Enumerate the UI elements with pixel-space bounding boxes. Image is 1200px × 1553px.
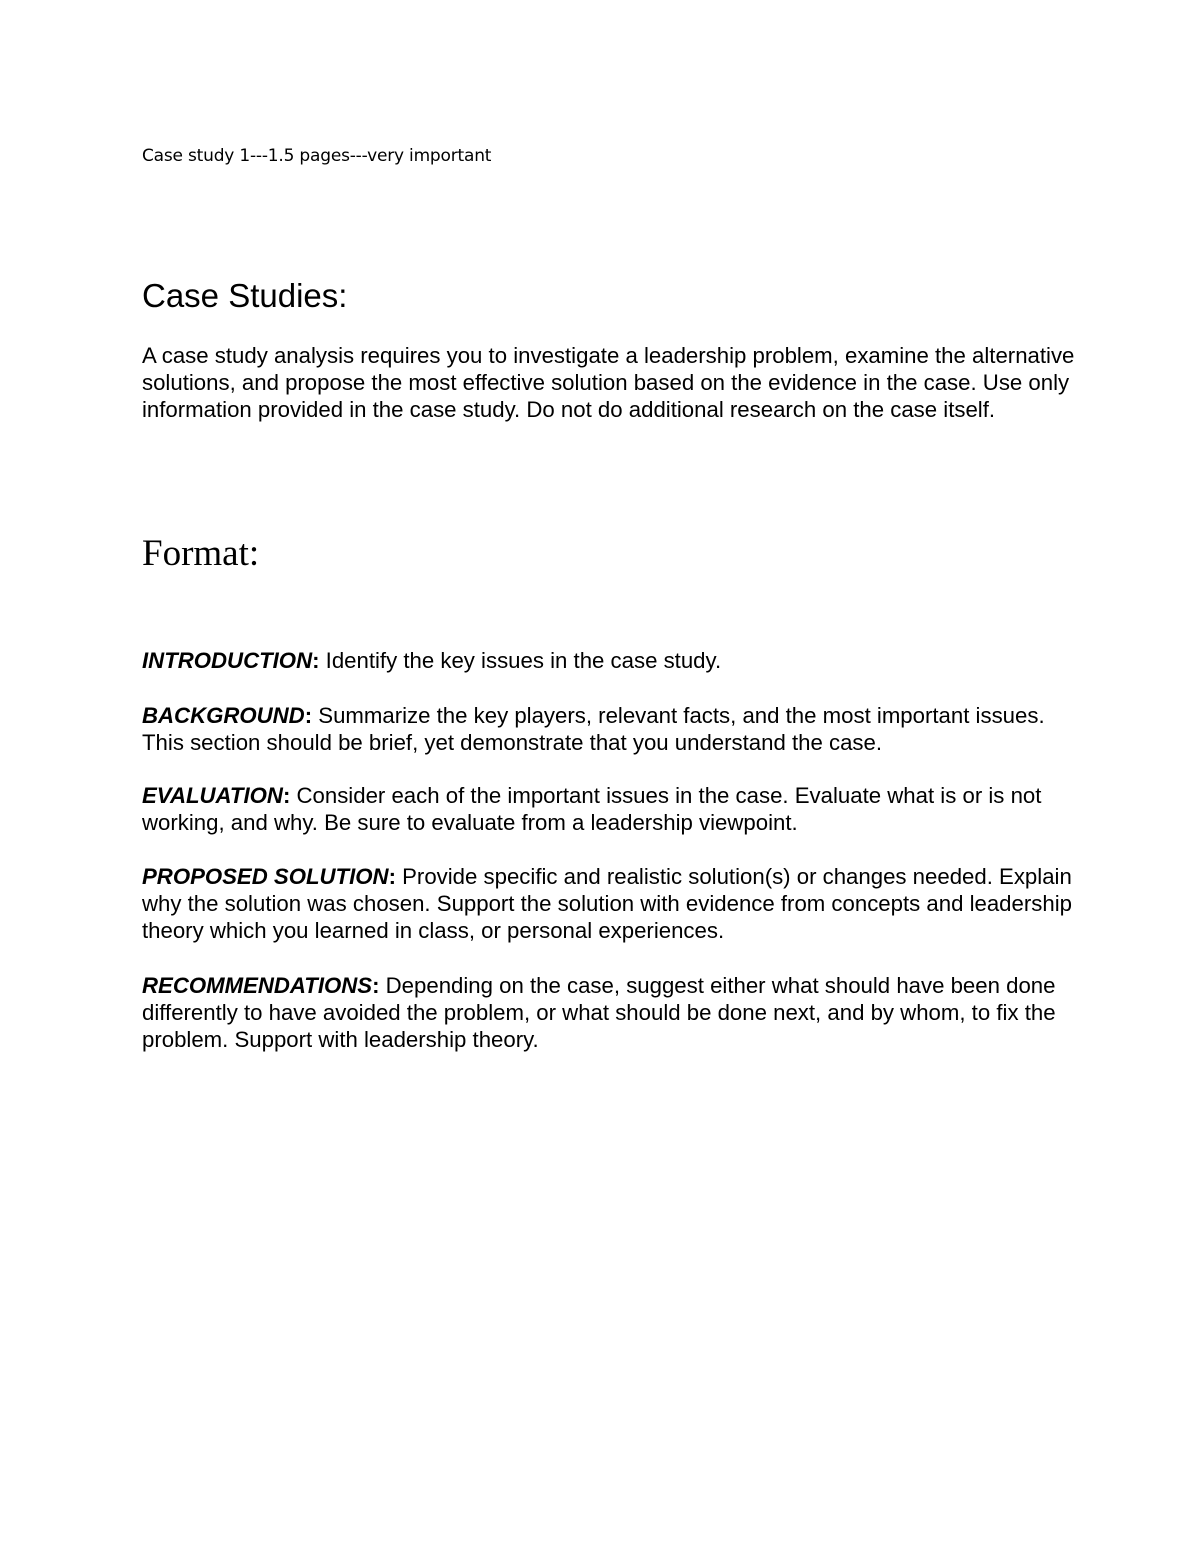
section-proposed-solution [142,863,1082,945]
section-text: Depending on the case, suggest either what should have been done differently to have avoided the problem, or what should be done next, and by whom, to fix the problem. Support with leadership theory. [142,973,1056,1053]
section-label: BACKGROUND [142,703,305,728]
section-text: Provide specific and realistic solution(s) or changes needed. Explain why the solution was chosen. Support the solution with evidence from concepts and leadership theory which you learned in class, or personal experiences. [142,864,1072,944]
section-colon: : [312,648,326,673]
section-colon: : [282,783,297,808]
section-evaluation [142,782,1082,836]
section-colon: : [304,703,319,728]
assignment-note: Case study 1---1.5 pages---very important [142,146,492,166]
section-colon: : [372,973,386,998]
section-label: RECOMMENDATIONS [142,973,373,998]
case-studies-heading: Case Studies: [142,277,348,314]
section-label: EVALUATION [142,783,283,808]
section-background [142,702,1082,756]
section-text: Consider each of the important issues in the case. Evaluate what is or is not working, and why. Be sure to evaluate from a leadership viewpoint. [142,783,1042,836]
section-text: Summarize the key players, relevant facts, and the most important issues. This section should be brief, yet demonstrate that you understand the case. [142,703,1045,756]
section-label: INTRODUCTION [142,648,313,673]
section-label: PROPOSED SOLUTION [142,864,389,889]
section-recommendations [142,972,1082,1054]
section-text: Identify the key issues in the case study. [325,648,722,673]
section-introduction [142,647,1082,674]
format-heading: Format: [142,533,260,574]
section-colon: : [388,864,403,889]
case-studies-paragraph: A case study analysis requires you to investigate a leadership problem, examine the alternative solutions, and propose the most effective solution based on the evidence in the case. Use only information provided in the case study. Do not do additional research on the case itself. [142,343,1075,423]
